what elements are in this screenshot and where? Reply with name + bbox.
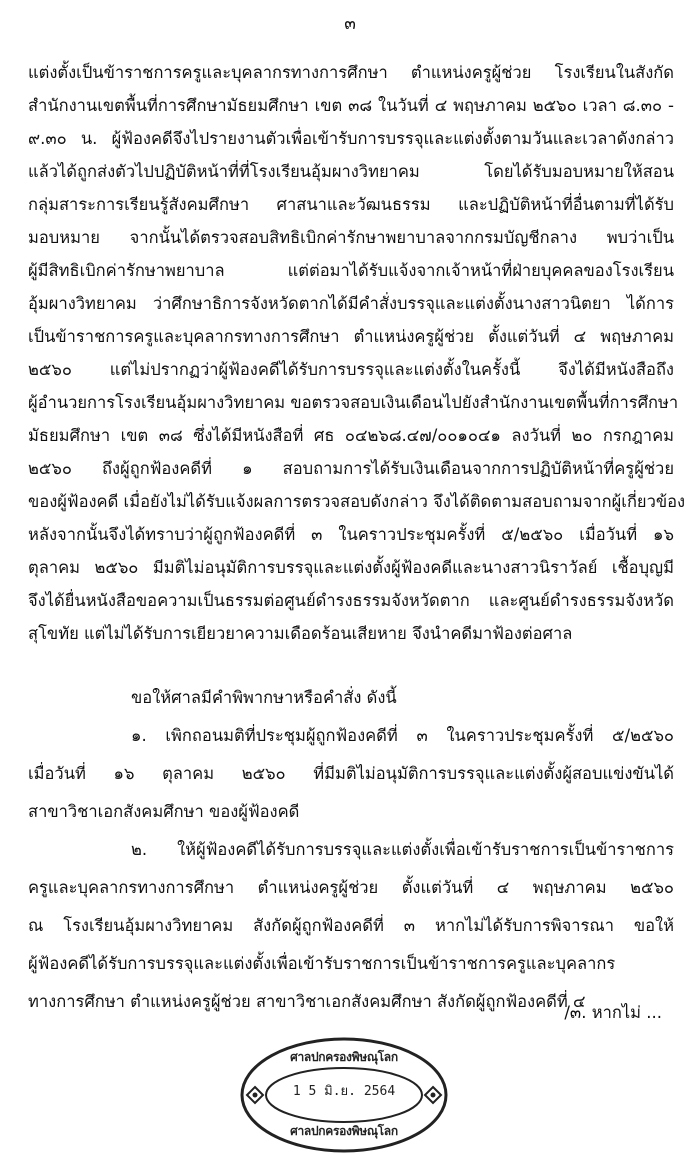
body-line: หลังจากนั้นจึงได้ทราบว่าผู้ถูกฟ้องคดีที่ ๓ ในคราวประชุมครั้งที่ ๕/๒๕๖๐ เมื่อวันที่ ๑๖: [28, 525, 674, 544]
body-line: มัธยมศึกษา เขต ๓๘ ซึ่งได้มีหนังสือที่ ศธ ๐๔๒๖๘.๔๗/๐๐๑๐๔๑ ลงวันที่ ๒๐ กรกฎาคม: [28, 426, 674, 445]
body-line: มอบหมาย จากนั้นได้ตรวจสอบสิทธิเบิกค่ารักษาพยาบาลจากกรมบัญชีกลาง พบว่าเป็น: [28, 228, 674, 247]
stamp-date: 1 5 มิ.ย. 2564: [292, 1084, 396, 1099]
stamp-court-name-bottom: ศาลปกครองพิษณุโลก: [290, 1124, 398, 1138]
stamp-court-name-top: ศาลปกครองพิษณุโลก: [290, 1050, 398, 1064]
body-line: ผู้อำนวยการโรงเรียนอุ้มผางวิทยาคม ขอตรวจสอบเงินเดือนไปยังสำนักงานเขตพื้นที่การศึกษา: [28, 393, 679, 412]
prayer-item-2-line-3: ณ โรงเรียนอุ้มผางวิทยาคม สังกัดผู้ถูกฟ้องคดีที่ ๓ หากไม่ได้รับการพิจารณา ขอให้: [28, 916, 674, 935]
body-line: ๒๕๖๐ ถึงผู้ถูกฟ้องคดีที่ ๑ สอบถามการได้รับเงินเดือนจากการปฏิบัติหน้าที่ครูผู้ช่วย: [28, 459, 674, 478]
body-line: ตุลาคม ๒๕๖๐ มีมติไม่อนุมัติการบรรจุและแต่งตั้งผู้ฟ้องคดีและนางสาวนิราวัลย์ เชื้อบุญมี: [28, 558, 674, 577]
body-line: แต่งตั้งเป็นข้าราชการครูและบุคลากรทางการศึกษา ตำแหน่งครูผู้ช่วย โรงเรียนในสังกัด: [28, 63, 674, 82]
body-line: ๙.๓๐ น. ผู้ฟ้องคดีจึงไปรายงานตัวเพื่อเข้ารับการบรรจุและแต่งตั้งตามวันและเวลาดังกล่าว: [28, 129, 674, 148]
continuation-marker: /๓. หากไม่ ...: [564, 1003, 662, 1022]
body-line: จึงได้ยื่นหนังสือขอความเป็นธรรมต่อศูนย์ดำรงธรรมจังหวัดตาก และศูนย์ดำรงธรรมจังหวัด: [28, 591, 674, 610]
body-line: สำนักงานเขตพื้นที่การศึกษามัธยมศึกษา เขต ๓๘ ในวันที่ ๔ พฤษภาคม ๒๕๖๐ เวลา ๘.๓๐ -: [28, 96, 674, 115]
body-line: แล้วได้ถูกส่งตัวไปปฏิบัติหน้าที่ที่โรงเรียนอุ้มผางวิทยาคม โดยได้รับมอบหมายให้สอน: [28, 162, 674, 181]
body-line: ผู้มีสิทธิเบิกค่ารักษาพยาบาล แต่ต่อมาได้รับแจ้งจากเจ้าหน้าที่ฝ่ายบุคคลของโรงเรียน: [28, 261, 674, 280]
prayer-item-2-line-4: ผู้ฟ้องคดีได้รับการบรรจุและแต่งตั้งเพื่อเข้ารับราชการเป็นข้าราชการครูและบุคลากร: [28, 954, 616, 973]
prayer-item-2-line-2: ครูและบุคลากรทางการศึกษา ตำแหน่งครูผู้ช่วย ตั้งแต่วันที่ ๔ พฤษภาคม ๒๕๖๐: [28, 878, 674, 897]
page-number: ๓: [344, 14, 356, 34]
body-line: สุโขทัย แต่ไม่ได้รับการเยียวยาความเดือดร้อนเสียหาย จึงนำคดีมาฟ้องต่อศาล: [28, 624, 573, 643]
stamp-text-layer: [239, 1036, 449, 1154]
body-line: อุ้มผางวิทยาคม ว่าศึกษาธิการจังหวัดตากได้มีคำสั่งบรรจุและแต่งตั้งนางสาวนิตยา ได้การ: [28, 294, 674, 313]
body-line: ๒๕๖๐ แต่ไม่ปรากฏว่าผู้ฟ้องคดีได้รับการบรรจุและแต่งตั้งในครั้งนี้ จึงได้มีหนังสือถึง: [28, 360, 674, 379]
prayer-item-1-line-3: สาขาวิชาเอกสังคมศึกษา ของผู้ฟ้องคดี: [28, 802, 300, 821]
prayer-item-2-line-1: ๒. ให้ผู้ฟ้องคดีได้รับการบรรจุและแต่งตั้งเพื่อเข้ารับราชการเป็นข้าราชการ: [131, 840, 674, 859]
body-line: ของผู้ฟ้องคดี เมื่อยังไม่ได้รับแจ้งผลการตรวจสอบดังกล่าว จึงได้ติดตามสอบถามจากผู้เกี่ยวข้อง: [28, 492, 686, 511]
prayer-item-2-line-5: ทางการศึกษา ตำแหน่งครูผู้ช่วย สาขาวิชาเอกสังคมศึกษา สังกัดผู้ถูกฟ้องคดีที่ ๔: [28, 992, 586, 1011]
prayer-item-1-line-1: ๑. เพิกถอนมติที่ประชุมผู้ถูกฟ้องคดีที่ ๓ ในคราวประชุมครั้งที่ ๕/๒๕๖๐: [131, 726, 674, 745]
prayer-item-1-line-2: เมื่อวันที่ ๑๖ ตุลาคม ๒๕๖๐ ที่มีมติไม่อนุมัติการบรรจุและแต่งตั้งผู้สอบแข่งขันได้: [28, 764, 674, 783]
body-line: กลุ่มสาระการเรียนรู้สังคมศึกษา ศาสนาและวัฒนธรรม และปฏิบัติหน้าที่อื่นตามที่ได้รับ: [28, 195, 674, 214]
prayer-heading: ขอให้ศาลมีคำพิพากษาหรือคำสั่ง ดังนี้: [131, 688, 397, 707]
body-line: เป็นข้าราชการครูและบุคลากรทางการศึกษา ตำแหน่งครูผู้ช่วย ตั้งแต่วันที่ ๔ พฤษภาคม: [28, 327, 674, 346]
